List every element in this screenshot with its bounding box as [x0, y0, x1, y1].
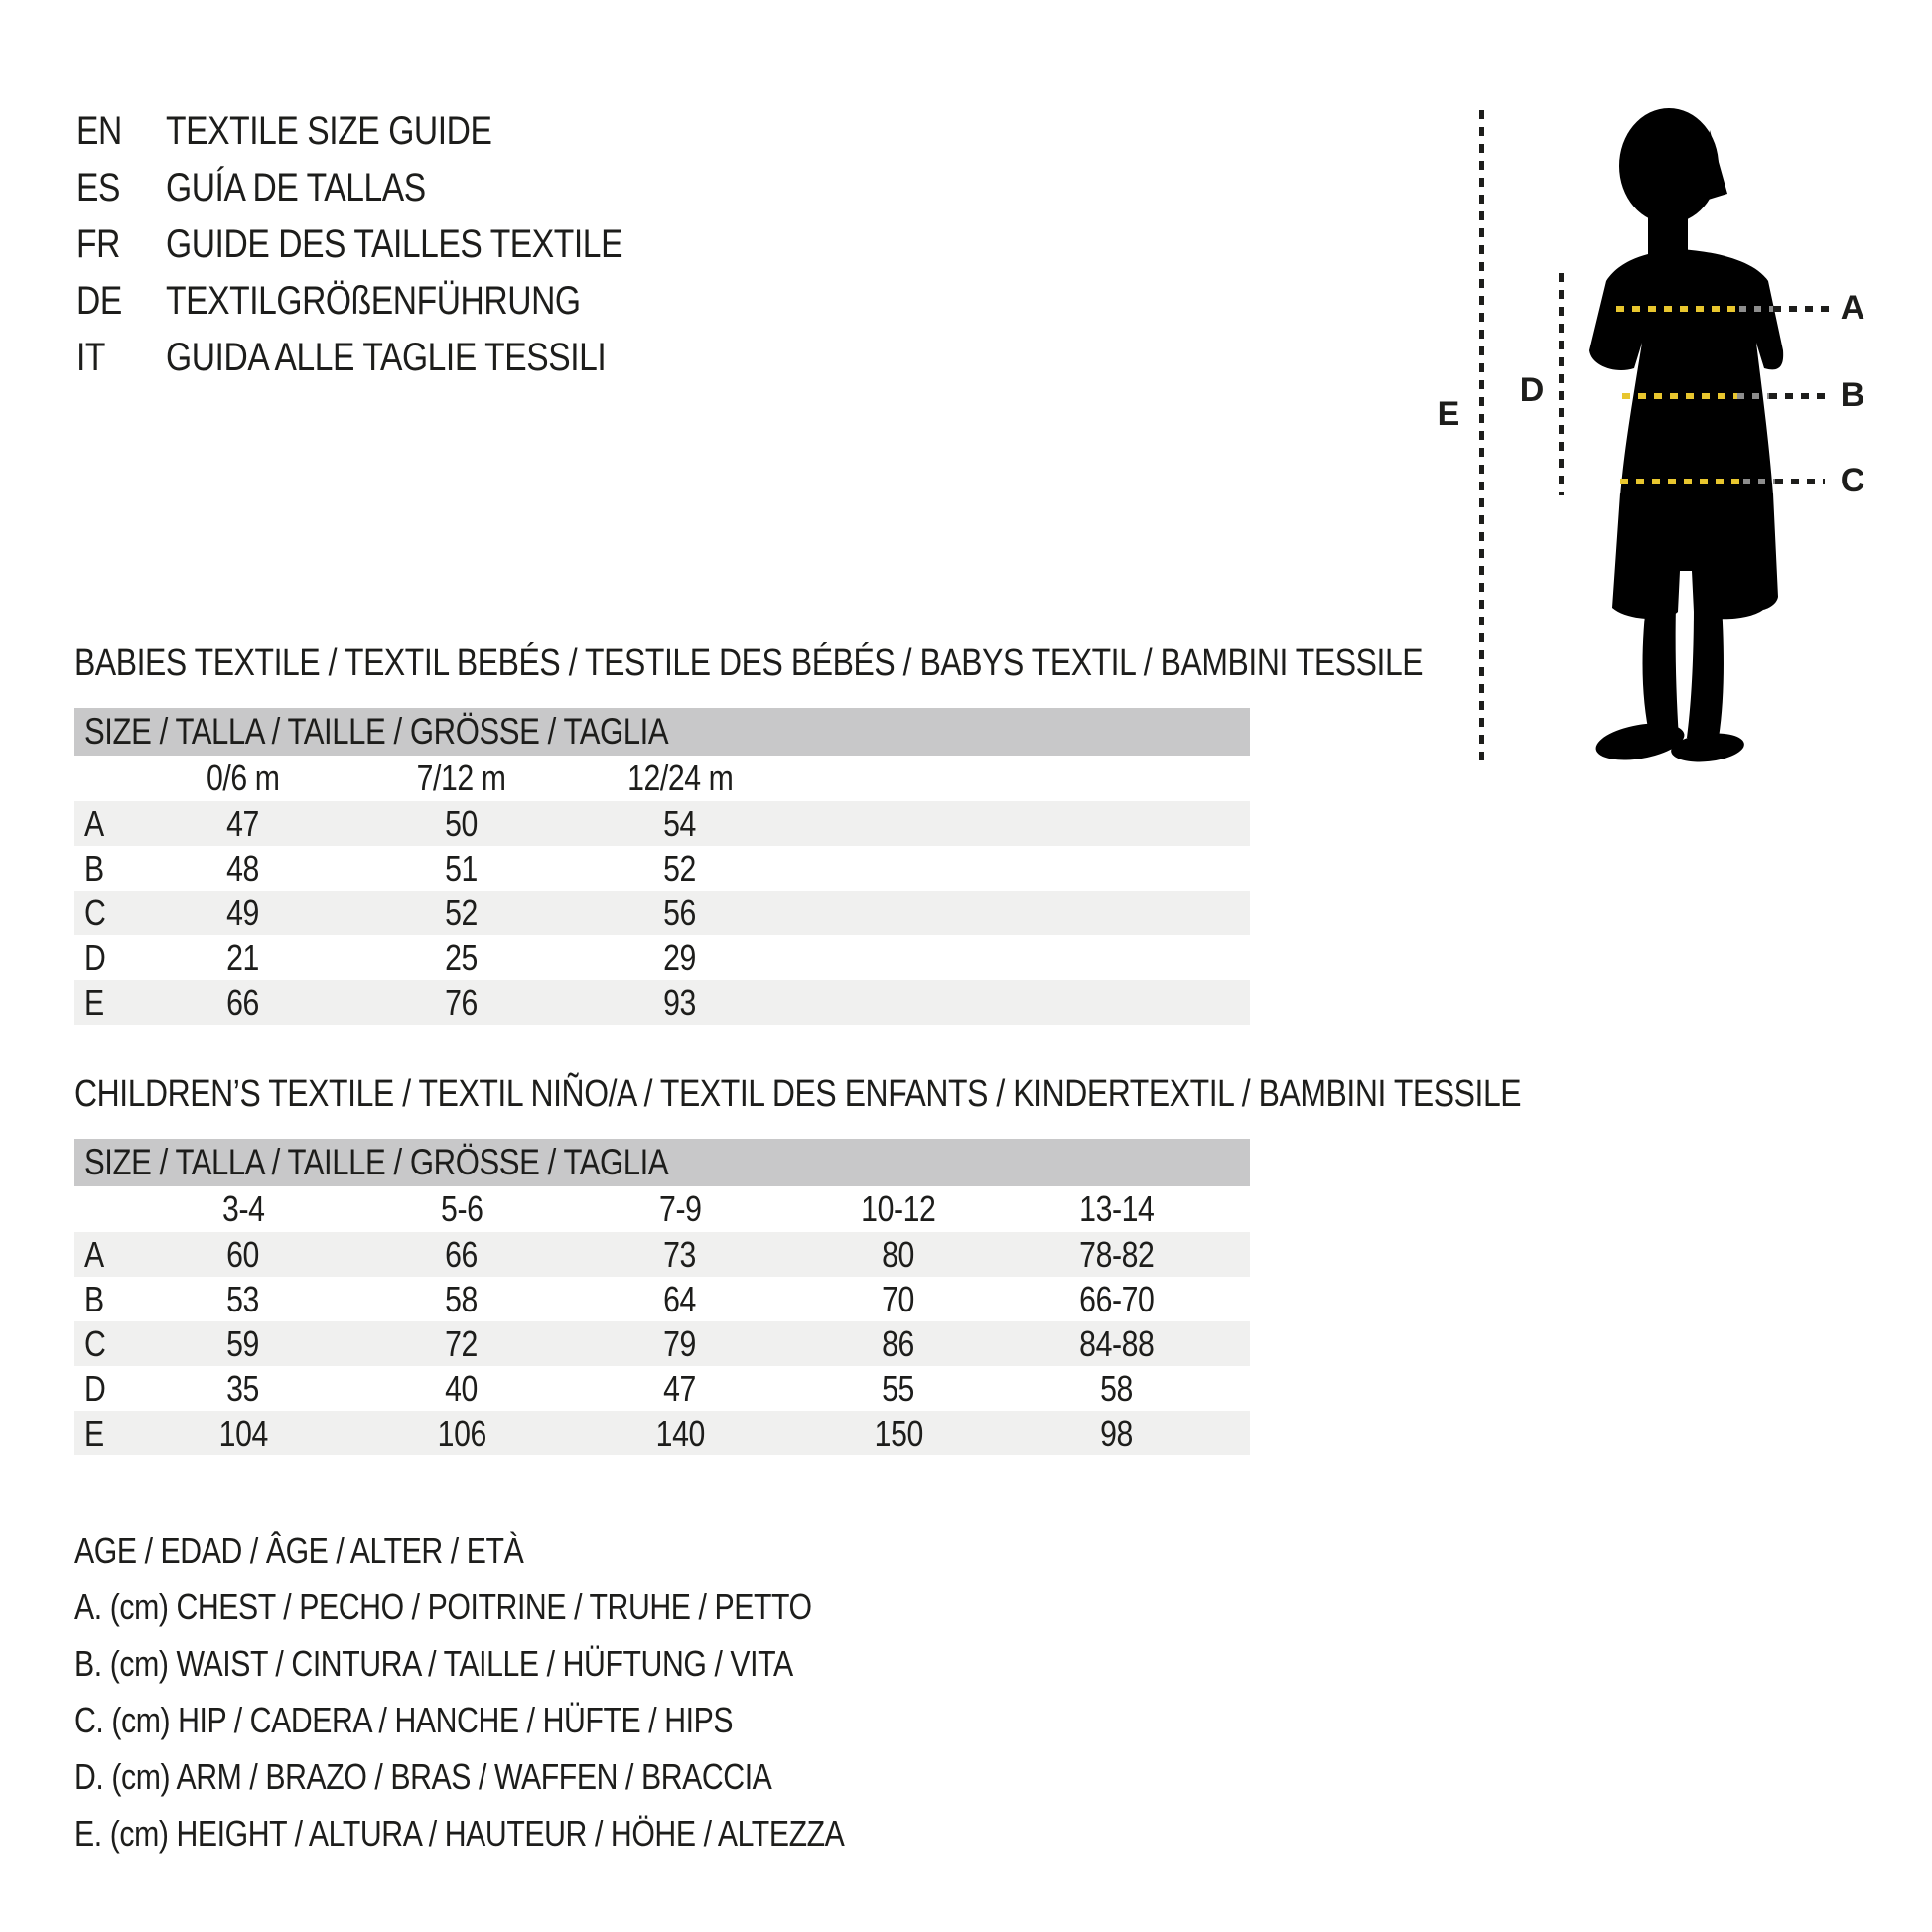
- size-value-text: 54: [663, 802, 697, 844]
- legend-chest: [74, 1579, 991, 1635]
- row-label-E-text: E: [84, 981, 104, 1023]
- column-header: [571, 1188, 789, 1230]
- size-value: [789, 1279, 1008, 1320]
- size-value: [352, 1368, 571, 1410]
- size-value-text: 59: [226, 1322, 260, 1364]
- row-label-D: [74, 1368, 134, 1410]
- size-value-text: 25: [445, 936, 479, 978]
- column-header-text: 7/12 m: [417, 758, 506, 798]
- table-row-C: [74, 1321, 1250, 1366]
- hip-c-line-yellow: [1620, 479, 1743, 484]
- size-value: [571, 848, 789, 890]
- size-value: [571, 803, 789, 845]
- legend-arm-text: D. (cm) ARM / BRAZO / BRAS / WAFFEN / BRACCIA: [74, 1755, 772, 1797]
- lang-title: GUIDE DES TAILLES TEXTILE: [166, 222, 623, 266]
- table-row-C: [74, 891, 1250, 935]
- size-value-text: 58: [445, 1278, 479, 1319]
- row-label-A-text: A: [84, 1233, 104, 1275]
- lang-row-en: [76, 103, 710, 160]
- size-value-text: 52: [663, 847, 697, 889]
- row-label-A: [74, 1234, 134, 1276]
- row-label-E: [74, 982, 134, 1024]
- size-value: [352, 848, 571, 890]
- size-value: [1008, 1323, 1226, 1365]
- row-label-E: [74, 1413, 134, 1454]
- row-label-C: [74, 893, 134, 934]
- size-value-text: 150: [874, 1412, 923, 1453]
- table-row-D: [74, 935, 1250, 980]
- waist-b-line-fade: [1737, 393, 1769, 399]
- table-row-A: [74, 801, 1250, 846]
- size-value-text: 66: [445, 1233, 479, 1275]
- row-label-E-text: E: [84, 1412, 104, 1453]
- size-value: [134, 937, 352, 979]
- row-label-B: [74, 1279, 134, 1320]
- size-value-text: 40: [445, 1367, 479, 1409]
- arm-d-dotted-line: [1559, 273, 1564, 495]
- lang-code: EN: [76, 109, 122, 153]
- row-label-C-text: C: [84, 892, 106, 933]
- size-value: [1008, 1279, 1226, 1320]
- size-value: [134, 848, 352, 890]
- size-value: [134, 982, 352, 1024]
- size-value-text: 72: [445, 1322, 479, 1364]
- size-value-text: 29: [663, 936, 697, 978]
- lang-title: GUÍA DE TALLAS: [166, 166, 426, 209]
- column-header: [1008, 1188, 1226, 1230]
- size-value-text: 98: [1100, 1412, 1134, 1453]
- table-row-A: [74, 1232, 1250, 1277]
- lang-title: GUIDA ALLE TAGLIE TESSILI: [166, 336, 607, 379]
- hip-c-line-dark: [1775, 479, 1825, 484]
- row-label-D-text: D: [84, 936, 106, 978]
- lang-row-es: [76, 160, 710, 216]
- row-label-B-text: B: [84, 1278, 104, 1319]
- legend-waist: [74, 1635, 991, 1692]
- size-value: [134, 1279, 352, 1320]
- table-row-B: [74, 1277, 1250, 1321]
- size-value: [352, 1323, 571, 1365]
- size-value-text: 66-70: [1079, 1278, 1155, 1319]
- size-value: [134, 1323, 352, 1365]
- column-header-text: 10-12: [861, 1188, 936, 1229]
- children-section-title: [74, 1074, 1797, 1114]
- row-label-B: [74, 848, 134, 890]
- column-header-text: 3-4: [221, 1188, 265, 1229]
- legend-age-text: AGE / EDAD / ÂGE / ALTER / ETÀ: [74, 1529, 524, 1571]
- babies-section-title-text: BABIES TEXTILE / TEXTIL BEBÉS / TESTILE DES BÉBÉS / BABYS TEXTIL / BAMBINI TESSILE: [74, 642, 1424, 684]
- lang-title: TEXTILE SIZE GUIDE: [166, 109, 492, 153]
- legend-waist-text: B. (cm) WAIST / CINTURA / TAILLE / HÜFTUNG / VITA: [74, 1642, 793, 1684]
- children-size-header-text: SIZE / TALLA / TAILLE / GRÖSSE / TAGLIA: [84, 1142, 669, 1182]
- size-value-text: 140: [655, 1412, 705, 1453]
- size-value: [1008, 1234, 1226, 1276]
- size-value-text: 51: [445, 847, 479, 889]
- size-value: [571, 1234, 789, 1276]
- waist-b-line-yellow: [1622, 393, 1737, 399]
- size-value: [789, 1323, 1008, 1365]
- chest-a-line-fade: [1739, 306, 1773, 312]
- size-value: [352, 1413, 571, 1454]
- babies-size-header-text: SIZE / TALLA / TAILLE / GRÖSSE / TAGLIA: [84, 711, 669, 752]
- size-value-text: 80: [882, 1233, 915, 1275]
- table-row-D: [74, 1366, 1250, 1411]
- size-value-text: 60: [226, 1233, 260, 1275]
- size-value: [352, 937, 571, 979]
- size-value-text: 70: [882, 1278, 915, 1319]
- size-value: [571, 1368, 789, 1410]
- children-size-table: [74, 1186, 1250, 1455]
- size-value: [134, 1413, 352, 1454]
- table-row-E: [74, 1411, 1250, 1455]
- column-header: [352, 758, 571, 799]
- hip-c-line-fade: [1743, 479, 1775, 484]
- size-value-text: 73: [663, 1233, 697, 1275]
- silhouette-tee: [1589, 249, 1783, 507]
- column-header: [571, 758, 789, 799]
- lang-code: IT: [76, 336, 106, 379]
- size-value: [571, 1323, 789, 1365]
- size-value: [571, 1279, 789, 1320]
- size-value-text: 56: [663, 892, 697, 933]
- size-value-text: 76: [445, 981, 479, 1023]
- babies-section-title: [74, 643, 1680, 683]
- row-label-C-text: C: [84, 1322, 106, 1364]
- size-value-text: 93: [663, 981, 697, 1023]
- label-b: B: [1840, 376, 1865, 414]
- row-label-B-text: B: [84, 847, 104, 889]
- size-value-text: 35: [226, 1367, 260, 1409]
- size-value: [352, 1279, 571, 1320]
- size-value: [352, 982, 571, 1024]
- column-header-text: 13-14: [1079, 1188, 1155, 1229]
- column-header: [789, 1188, 1008, 1230]
- lang-code: DE: [76, 279, 122, 323]
- size-value-text: 50: [445, 802, 479, 844]
- label-c: C: [1840, 462, 1865, 499]
- size-value-text: 66: [226, 981, 260, 1023]
- size-value-text: 47: [663, 1367, 697, 1409]
- babies-size-header-bar: [74, 708, 1250, 756]
- lang-row-de: [76, 273, 710, 330]
- size-value: [134, 1234, 352, 1276]
- size-value: [1008, 1413, 1226, 1454]
- babies-size-table: [74, 756, 1250, 1025]
- lang-title: TEXTILGRÖßENFÜHRUNG: [166, 279, 581, 323]
- row-label-A-text: A: [84, 802, 104, 844]
- column-header: [134, 758, 352, 799]
- column-header-text: 0/6 m: [207, 758, 280, 798]
- size-value-text: 79: [663, 1322, 697, 1364]
- column-header-text: 5-6: [440, 1188, 483, 1229]
- size-value: [571, 893, 789, 934]
- label-e: E: [1437, 395, 1460, 433]
- lang-code: FR: [76, 222, 120, 266]
- legend-height: [74, 1805, 991, 1862]
- size-value: [134, 1368, 352, 1410]
- size-value-text: 86: [882, 1322, 915, 1364]
- label-a: A: [1840, 289, 1865, 327]
- size-value: [789, 1413, 1008, 1454]
- chest-a-line-yellow: [1616, 306, 1739, 312]
- column-header: [134, 1188, 352, 1230]
- column-header-row: [74, 756, 1250, 801]
- size-value-text: 104: [218, 1412, 268, 1453]
- size-value: [352, 893, 571, 934]
- column-header: [352, 1188, 571, 1230]
- size-value: [571, 982, 789, 1024]
- size-value: [571, 1413, 789, 1454]
- legend-height-text: E. (cm) HEIGHT / ALTURA / HAUTEUR / HÖHE / ALTEZZA: [74, 1812, 845, 1854]
- row-label-D-text: D: [84, 1367, 106, 1409]
- size-value-text: 84-88: [1079, 1322, 1155, 1364]
- column-header-text: 7-9: [658, 1188, 702, 1229]
- label-d: D: [1519, 371, 1545, 409]
- children-size-header-bar: [74, 1139, 1250, 1186]
- size-value-text: 106: [437, 1412, 486, 1453]
- size-value: [352, 1234, 571, 1276]
- legend-hip-text: C. (cm) HIP / CADERA / HANCHE / HÜFTE / HIPS: [74, 1699, 734, 1740]
- size-value-text: 55: [882, 1367, 915, 1409]
- row-label-D: [74, 937, 134, 979]
- size-value: [789, 1234, 1008, 1276]
- size-value-text: 48: [226, 847, 260, 889]
- lang-row-it: [76, 330, 710, 386]
- row-label-A: [74, 803, 134, 845]
- measurement-legend: [74, 1522, 991, 1862]
- size-value: [789, 1368, 1008, 1410]
- legend-age: [74, 1522, 991, 1579]
- silhouette-neck: [1648, 202, 1688, 257]
- size-value: [571, 937, 789, 979]
- table-row-B: [74, 846, 1250, 891]
- size-value-text: 47: [226, 802, 260, 844]
- size-value: [352, 803, 571, 845]
- table-row-E: [74, 980, 1250, 1025]
- size-value-text: 64: [663, 1278, 697, 1319]
- size-value-text: 53: [226, 1278, 260, 1319]
- size-value-text: 49: [226, 892, 260, 933]
- language-title-list: [76, 103, 710, 386]
- column-header-row: [74, 1186, 1250, 1232]
- size-value-text: 58: [1100, 1367, 1134, 1409]
- lang-code: ES: [76, 166, 120, 209]
- legend-arm: [74, 1748, 991, 1805]
- row-label-C: [74, 1323, 134, 1365]
- column-header-text: 12/24 m: [626, 758, 734, 798]
- size-value: [134, 803, 352, 845]
- lang-row-fr: [76, 216, 710, 273]
- legend-hip: [74, 1692, 991, 1748]
- waist-b-line-dark: [1769, 393, 1825, 399]
- size-value: [1008, 1368, 1226, 1410]
- size-value-text: 52: [445, 892, 479, 933]
- chest-a-line-dark: [1773, 306, 1831, 312]
- legend-chest-text: A. (cm) CHEST / PECHO / POITRINE / TRUHE / PETTO: [74, 1586, 812, 1627]
- silhouette-right-leg: [1687, 605, 1724, 738]
- size-value-text: 78-82: [1079, 1233, 1155, 1275]
- silhouette-shorts: [1612, 493, 1778, 619]
- size-value-text: 21: [226, 936, 260, 978]
- children-section-title-text: CHILDREN’S TEXTILE / TEXTIL NIÑO/A / TEXTIL DES ENFANTS / KINDERTEXTIL / BAMBINI TESSILE: [74, 1073, 1522, 1115]
- size-value: [134, 893, 352, 934]
